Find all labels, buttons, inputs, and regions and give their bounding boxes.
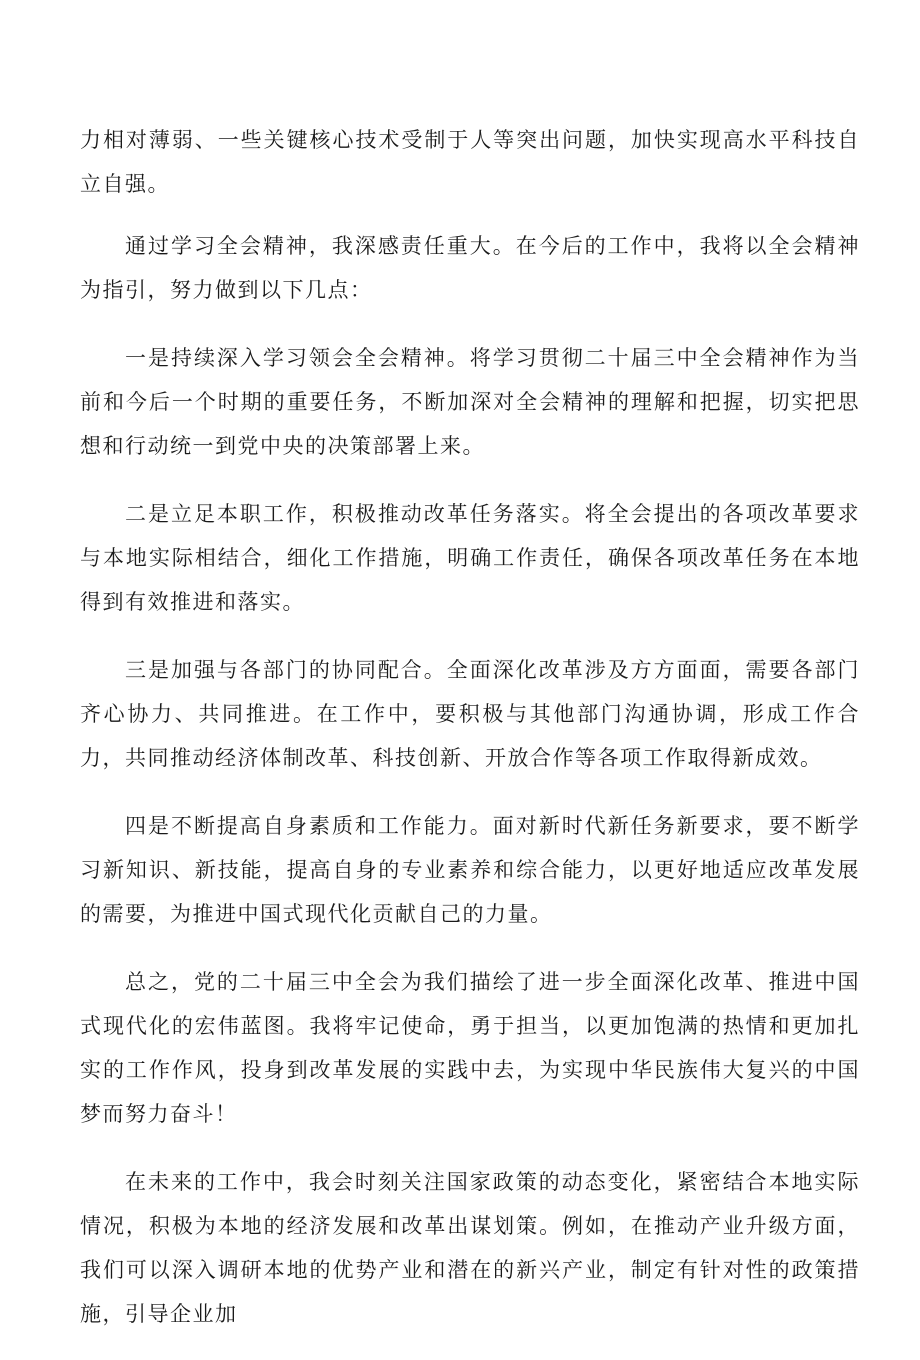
paragraph-continuation: 力相对薄弱、一些关键核心技术受制于人等突出问题，加快实现高水平科技自立自强。 — [80, 128, 860, 196]
document-body — [80, 118, 860, 1360]
paragraph-point-two: 二是立足本职工作，积极推动改革任务落实。将全会提出的各项改革要求与本地实际相结合，细化工作措施，明确工作责任，确保各项改革任务在本地得到有效推进和落实。 — [80, 502, 860, 614]
paragraph-conclusion: 总之，党的二十届三中全会为我们描绘了进一步全面深化改革、推进中国式现代化的宏伟蓝图。我将牢记使命，勇于担当，以更加饱满的热情和更加扎实的工作作风，投身到改革发展的实践中去，为实现中华民族伟大复兴的中国梦而努力奋斗！ — [80, 970, 860, 1126]
paragraph-point-one: 一是持续深入学习领会全会精神。将学习贯彻二十届三中全会精神作为当前和今后一个时期的重要任务，不断加深对全会精神的理解和把握，切实把思想和行动统一到党中央的决策部署上来。 — [80, 346, 860, 458]
paragraph-point-three: 三是加强与各部门的协同配合。全面深化改革涉及方方面面，需要各部门齐心协力、共同推进。在工作中，要积极与其他部门沟通协调，形成工作合力，共同推动经济体制改革、科技创新、开放合作等各项工作取得新成效。 — [80, 658, 860, 770]
paragraph-intro: 通过学习全会精神，我深感责任重大。在今后的工作中，我将以全会精神为指引，努力做到以下几点： — [80, 234, 860, 302]
paragraph-future-work: 在未来的工作中，我会时刻关注国家政策的动态变化，紧密结合本地实际情况，积极为本地的经济发展和改革出谋划策。例如，在推动产业升级方面，我们可以深入调研本地的优势产业和潜在的新兴产业，制定有针对性的政策措施，引导企业加 — [80, 1170, 860, 1326]
paragraph-point-four: 四是不断提高自身素质和工作能力。面对新时代新任务新要求，要不断学习新知识、新技能，提高自身的专业素养和综合能力，以更好地适应改革发展的需要，为推进中国式现代化贡献自己的力量。 — [80, 814, 860, 926]
